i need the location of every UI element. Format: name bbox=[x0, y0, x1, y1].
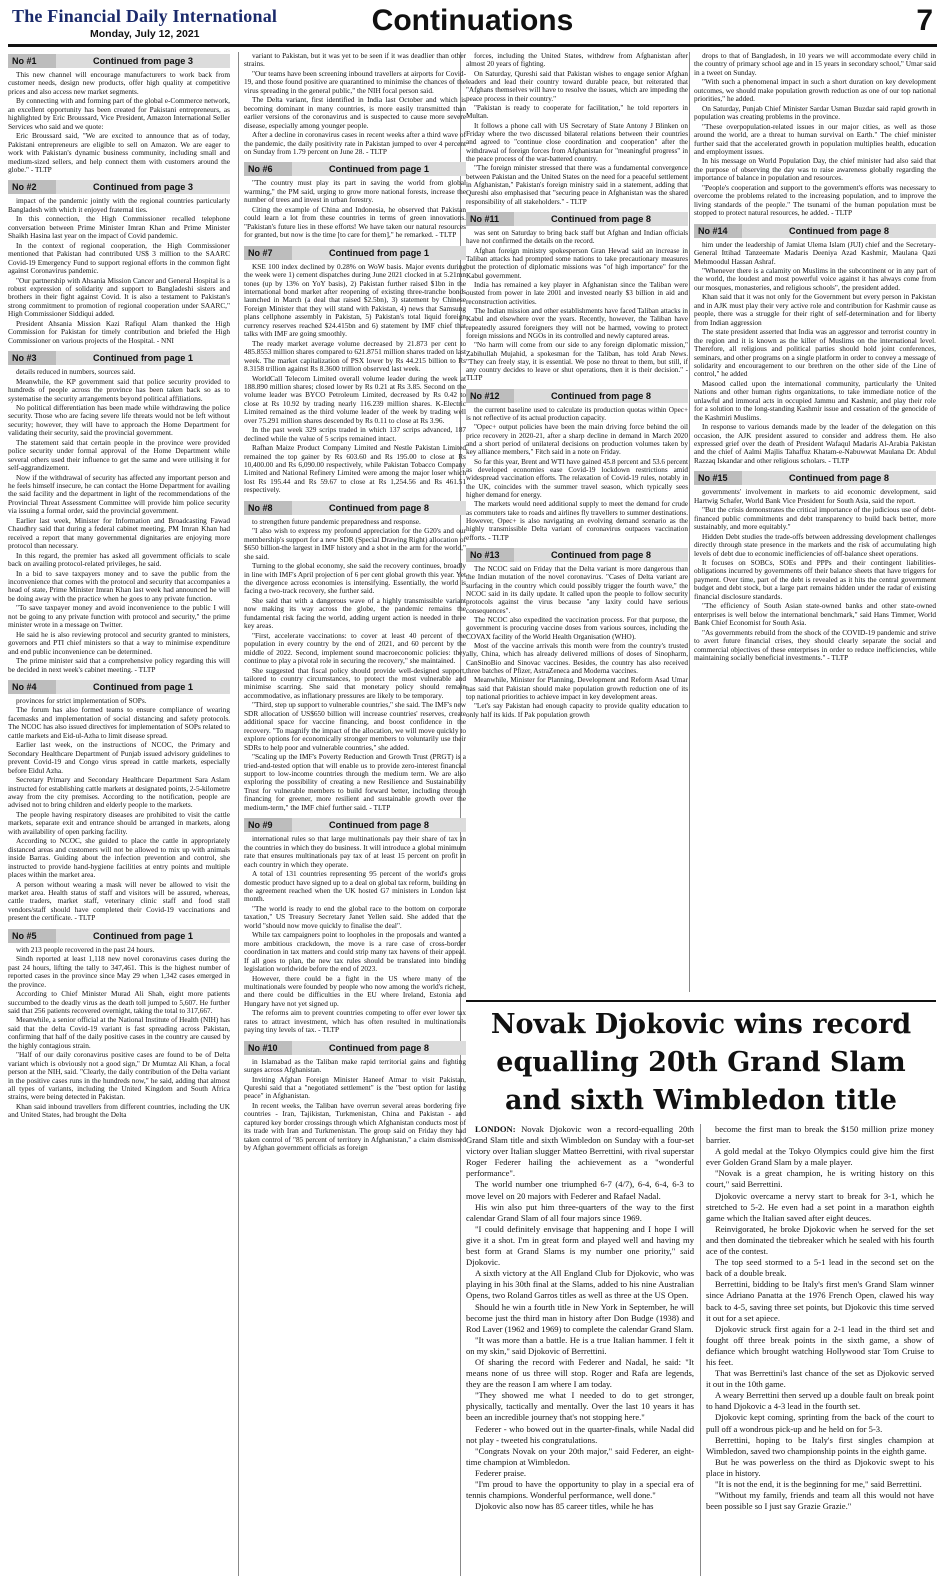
article-paragraph: governments' involvement in markets to aid economic development, said Hartwig Schafer, World Bank Vice President for South Asia, said the report. bbox=[694, 487, 936, 505]
continuation-number: No #4 bbox=[8, 680, 56, 694]
continuation-number: No #1 bbox=[8, 54, 56, 68]
article-paragraph: Meanwhile, a senior official at the National Institute of Health (NIH) has said that the delta Covid-19 variant is fast spreading across Pakistan, confirming that half of the daily positive cases in the country are caused by the highly contagious strain. bbox=[8, 1015, 230, 1050]
article-paragraph: Inviting Afghan Foreign Minister Haneef Atmar to visit Pakistan, Qureshi said that a "negotiated settlement" is the "best option for lasting peace" in Afghanistan. bbox=[244, 1074, 466, 1101]
article-paragraph: The ready market average volume decreased by 21.873 per cent to 485.8553 million shares compared to 621.8751 million shares traded on last week. The market capitalization of PSX lower by Rs 44.215 billion to Rs 8.3158 trillion against Rs 8.3600 trillion observed last week. bbox=[244, 338, 466, 374]
article-paragraph: The Indian mission and other establishments have faced Taliban attacks in Kabul and elsewhere over the years. Recently, however, the Taliban have repeatedly assured foreigners they will not be harmed, vowing to protect foreign missions and NGOs in its controlled and newly captured areas. bbox=[466, 306, 688, 340]
column-divider bbox=[238, 52, 239, 1576]
article-paragraph: details reduced in numbers, sources said. bbox=[16, 367, 136, 377]
continuation-number: No #8 bbox=[244, 501, 292, 515]
continuation-block bbox=[244, 818, 466, 1034]
continuation-header bbox=[694, 471, 936, 485]
article-paragraph: On Saturday, Qureshi said that Pakistan wishes to engage senior Afghan leaders and lead their country toward durable peace, but reiterated that "Afghans themselves will have to resolve the issues, which are impeding the peace process in their country." bbox=[466, 69, 688, 103]
feature-story-column-1 bbox=[466, 1124, 694, 1576]
column-4 bbox=[694, 52, 936, 970]
continuation-block bbox=[694, 224, 936, 466]
story-paragraph: His win also put him three-quarters of the way to the first calendar Grand Slam of all four majors since 1969. bbox=[466, 1201, 694, 1223]
continuation-number: No #6 bbox=[244, 162, 292, 176]
article-paragraph: India has remained a key player in Afghanistan since the Taliban were ousted from power in late 2001 and invested nearly $3 billion in aid and reconstruction activities. bbox=[466, 280, 688, 306]
article-paragraph: "Scaling up the IMF's Poverty Reduction and Growth Trust (PRGT) is a tried-and-tested option that will enable us to provide zero-interest financial support to low-income countries through the medium term. We are also exploring the possibility of creating a new Resilience and Sustainability Trust for vulnerable members to build forward better, including through financing for greener, more resilient and sustainable growth over the medium-term," the IMF chief further said. - TLTP bbox=[244, 752, 466, 812]
continuation-header bbox=[466, 548, 688, 562]
story-paragraph: The world number one triumphed 6-7 (4/7), 6-4, 6-4, 6-3 to move level on 20 majors with Federer and Rafael Nadal. bbox=[466, 1179, 694, 1201]
article-paragraph: "The world is ready to end the global race to the bottom on corporate taxation," US Treasury Secretary Janet Yellen said. She added that the world "should now move quickly to finalise the deal". bbox=[244, 903, 466, 930]
article-paragraph: A total of 131 countries representing 95 percent of the world's gross domestic product have signed up to a deal on global tax reform, building on the agreement reached when the UK hosted G7 ministers in London last month. bbox=[244, 869, 466, 904]
article-paragraph: The forum has also formed teams to ensure compliance of wearing facemasks and implementation of social distancing and safety protocols. The NCOC has also issued directives for implementation of SOPs related to cattle markets and Eid-ul-Azha to limit disease spread. bbox=[8, 705, 230, 740]
article-paragraph: "To save taxpayer money and avoid inconvenience to the public I will not be going to any private function with protocol and security," the prime minister wrote in a message on Twitter. bbox=[8, 603, 230, 630]
continuation-number: No #2 bbox=[8, 180, 56, 194]
article-paragraph: The Delta variant, first identified in India last October and which is becoming dominant in many countries, is more easily transmitted than earlier versions of the coronavirus and is suspected to cause more severe disease, especially among younger people. bbox=[244, 95, 466, 130]
continuation-block bbox=[694, 471, 936, 662]
article-paragraph: In the context of regional cooperation, the High Commissioner mentioned that Pakistan had contributed US$ 3 million to the SAARC Covid-19 Emergency Fund to support regional efforts in the common fight against Coronavirus pandemic. bbox=[8, 240, 230, 276]
continuation-header bbox=[244, 246, 466, 260]
continuation-title: Continued from page 8 bbox=[788, 473, 890, 484]
story-paragraph: Djokovic overcame a nervy start to break for 3-1, which he stretched to 5-2. He even had a set point in a marathon eighth game which the Italian saved after eight deuces. bbox=[706, 1190, 934, 1223]
continuation-block bbox=[466, 548, 688, 719]
article-paragraph: Turning to the global economy, she said the recovery continues, broadly in line with IMF's April projection of 6 per cent global growth this year. Yet the divergence across economies is intensifying. Essentially, the world is facing a two-track recovery, she further said. bbox=[244, 561, 466, 596]
story-paragraph: A sixth victory at the All England Club for Djokovic, who was playing in his 30th final at the Slams, added to his nine Australian Opens, two Roland Garros titles as well as three at the US Open. bbox=[466, 1268, 694, 1301]
story-paragraph: That was Berrettini's last chance of the set as Djokovic served it out in the 10th game. bbox=[706, 1368, 934, 1390]
continuation-block bbox=[244, 246, 466, 495]
continuation-title: Continued from page 8 bbox=[788, 225, 890, 236]
story-paragraph: Berrettini, hoping to be Italy's first singles champion at Wimbledon, saved two championship points in the eighth game. bbox=[706, 1434, 934, 1456]
continuation-block bbox=[694, 52, 936, 218]
article-paragraph: "The foreign minister stressed that there was a fundamental convergence between Pakistan and the United States on the need for a peaceful settlement in Afghanistan," Pakistan's foreign ministry said in a statement, adding that Qureshi also emphasised that "securing peace in Afghanistan was the shared responsibility of all stakeholders." - TLTP bbox=[466, 164, 688, 206]
article-paragraph: "No harm will come from our side to any foreign diplomatic mission," Zabihullah Mujahid, a spokesman for the Taliban, has told Arab News. "They can freely stay, it is essential. We pose no threat to them, but still, if any country decides to leave or shut operations, then it is their decision." - TLTP bbox=[466, 341, 688, 383]
column-3 bbox=[466, 52, 688, 730]
article-paragraph: In the past week 329 scrips traded in which 137 scrips advanced, 187 declined while the value of 5 scrips remained intact. bbox=[244, 425, 466, 443]
continuation-title: Continued from page 1 bbox=[92, 353, 194, 364]
article-paragraph: It focuses on SOBCs, SOEs and PPPs and their contingent liabilities-obligations incurred by governments off their balance sheets that have triggers for payment. Over time, part of the debt is revealed as it hits the central government budget and debt stock, but a large part remains hidden under the radar of existing financial disclosure standards. bbox=[694, 558, 936, 601]
article-paragraph: "Pakistan is ready to cooperate for facilitation," he told reporters in Multan. bbox=[466, 103, 688, 121]
continuation-title: Continued from page 3 bbox=[92, 182, 194, 193]
continuation-block bbox=[244, 162, 466, 239]
continuation-block bbox=[8, 680, 230, 923]
article-paragraph: "With such a phenomenal impact in such a short duration on key development outcomes, we should make population growth reduction as one of our top national priorities," he added. bbox=[694, 77, 936, 104]
column-1 bbox=[8, 52, 230, 1576]
continuation-block bbox=[466, 389, 688, 542]
article-paragraph: Khan said inbound travellers from different countries, including the UK and United States, had brought the Delta bbox=[8, 1101, 230, 1120]
article-paragraph: He said he is also reviewing protocol and security granted to ministers, governors and PTI chief ministers so that a way to minimise expenditure and end public inconvenience can be determined. bbox=[8, 629, 230, 656]
article-paragraph: Secretary Primary and Secondary Healthcare Department Sara Aslam instructed for establishing cattle markets at designated points, 2-5-kilometre away from the city premises. According to the notification, people are advised not to bring children and elderly people to the markets. bbox=[8, 775, 230, 810]
article-paragraph: So far this year, Brent and WTI have gained 45.8 percent and 53.6 percent as developed economies ease Covid-19 lockdown restrictions amid widespread vaccination efforts. The relaxation of Covid-19 rules, notably in the UK, coincides with the summer travel season, which typically sees higher demand for energy. bbox=[466, 457, 688, 500]
article-paragraph: By connecting with and forming part of the global e-Commerce network, an excellent opportunity has been created for Pakistani entrepreneurs, as highlighted by Eric Broussard, Vice President, Amazon International Seller Services who said and we quote: bbox=[8, 96, 230, 131]
article-paragraph: According to NCOC, she guided to place the cattle in appropriately distanced areas and customers will not be allowed to mix up with animals inside Barras. Guiding about the infection prevention and control, she instructed to provide hand-hygiene facilities at entry points and multiple places within the market area. bbox=[8, 836, 230, 880]
story-paragraph: Federer praise. bbox=[475, 1467, 527, 1478]
story-paragraph: A weary Berrettini then served up a double fault on break point to hand Djokovic a 4-3 lead in the fourth set. bbox=[706, 1390, 934, 1412]
continuation-block bbox=[244, 1041, 466, 1153]
article-paragraph: "These overpopulation-related issues in our major cities, as well as those around the world, are a threat to human survival on Earth." The chief minister further said that the accelerated growth in population multiplies health, education and employment issues. bbox=[694, 121, 936, 156]
continuation-title: Continued from page 8 bbox=[328, 820, 430, 831]
continuation-title: Continued from page 8 bbox=[328, 502, 430, 513]
story-lead-text: Novak Djokovic won a record-equalling 20th Grand Slam title and sixth Wimbledon on Sunday with a four-set victory over Italian slugger Matteo Berrettini, with rival superstar Roger Federer hailing the achievement as a "wonderful performance". bbox=[466, 1124, 694, 1179]
article-paragraph: was sent on Saturday to bring back staff but Afghan and Indian officials have not confirmed the details on the record. bbox=[466, 228, 688, 246]
article-paragraph: with 213 people recovered in the past 24 hours. bbox=[16, 944, 155, 954]
article-paragraph: A person without wearing a mask will never be allowed to visit the market area. Health status of staff and visitors will be assured, whereas, cattle traders, market staff, veterinary clinic staff and food stall vendors/staff should have completed their Covid-19 vaccinations and present the certificate. - TLTP bbox=[8, 879, 230, 923]
story-paragraph: "It is not the end, it is the beginning for me," said Berrettini. bbox=[715, 1479, 922, 1489]
story-paragraph: Reinvigorated, he broke Djokovic when he served for the set and then dominated the tiebreaker which he sealed with his fourth ace of the contest. bbox=[706, 1223, 934, 1257]
article-paragraph: In this connection, the High Commissioner recalled telephone conversation between Prime Minister Imran Khan and Prime Minister Shaikh Hasina last year on the impact of Covid pandemic. bbox=[8, 214, 230, 241]
story-paragraph: Djokovic struck first again for a 2-1 lead in the third set and fought off three break points in the sixth game, a show of defiance which brought watching Hollywood star Tom Cruise to his feet. bbox=[706, 1323, 934, 1367]
article-paragraph: "I also wish to express my profound appreciation for the G20's and our membership's support for a new SDR (Special Drawing Right) allocation of $650 billion-the largest in IMF history and a shot in the arm for the world," she said. bbox=[244, 526, 466, 561]
column-2 bbox=[244, 52, 466, 1576]
article-paragraph: The prime minister said that a comprehensive policy regarding this will be decided in next week's cabinet meeting. - TLTP bbox=[8, 656, 230, 674]
continuation-number: No #11 bbox=[466, 212, 514, 226]
story-paragraph bbox=[466, 1124, 694, 1179]
article-paragraph: forces, including the United States, withdrew from Afghanistan after almost 20 years of fighting. bbox=[466, 52, 688, 69]
continuation-header bbox=[244, 818, 466, 832]
publication-name: The Financial Daily International bbox=[12, 6, 278, 26]
column-divider bbox=[689, 52, 690, 992]
continuation-title: Continued from page 8 bbox=[550, 213, 652, 224]
article-paragraph: variant to Pakistan, but it was yet to be seen if it was deadlier than other strains. bbox=[244, 52, 466, 69]
continuation-header bbox=[8, 680, 230, 694]
article-paragraph: In this regard, the premier has asked all government officials to scale back on availing protocol-related privileges, he said. bbox=[8, 550, 230, 569]
story-paragraph: "It was more than a battle. He is a true Italian hammer. I felt it on my skin," said Djokovic of Berrettini. bbox=[466, 1334, 694, 1356]
continuation-number: No #13 bbox=[466, 548, 514, 562]
continuation-block bbox=[466, 212, 688, 383]
story-paragraph: Djokovic also now has 85 career titles, while he has bbox=[475, 1501, 654, 1512]
article-paragraph: She said that with a dangerous wave of a highly transmissible variant now making its way across the globe, the pandemic remains the fundamental risk facing the world, adding urgent action is needed in three key areas. bbox=[244, 595, 466, 631]
article-paragraph: Most of the vaccine arrivals this month were from the country's trusted ally, China, which has already delivered millions of doses of Sinopharm, CanSinoBio and Sinovac vaccines. Besides, the country has also received three batches of Pfizer, AstraZeneca and Moderna vaccines. bbox=[466, 642, 688, 675]
article-paragraph: "But the crisis demonstrates the critical importance of the judicious use of debt-financed public commitments and debt transparency to build back better, more sustainably, and more equitably." bbox=[694, 505, 936, 532]
article-paragraph: "Third, step up support to vulnerable countries," she said. The IMF's new SDR allocation of US$650 billion will increase countries' reserves, create additional space for vaccine financing, and boost confidence in the recovery. "To magnify the impact of the allocation, we will move quickly to explore options for economically stronger members to voluntarily use their SDRs to help poor and vulnerable countries," she added. bbox=[244, 700, 466, 752]
page-number: 7 bbox=[916, 4, 933, 37]
article-paragraph: The reforms aim to prevent countries competing to offer ever lower tax rates to attract investment, which has often resulted in multinationals paying tiny levels of tax. - TLTP bbox=[244, 1008, 466, 1035]
article-paragraph: The state president asserted that India was an aggressor and terrorist country in the region and it is known as the killer of Muslims on the international level. Therefore, all religious and political parties should hold joint conferences, seminars, and other programs on a single platform in order to convey a message of solidarity and encouragement to our brethren on the other side of the Line of control," he added bbox=[694, 327, 936, 379]
article-paragraph: "The efficiency of South Asian state-owned banks and other state-owned enterprises is well below the international benchmark," said Hans Timmer, World Bank Chief Economist for South Asia. bbox=[694, 601, 936, 628]
article-paragraph: to strengthen future pandemic preparedness and response. bbox=[252, 516, 421, 526]
article-paragraph: international rules so that large multinationals pay their share of tax in the countries in which they do business. It will introduce a global minimum rate that ensures multinationals pay tax of at least 15 percent on profit in each country in which they operate. bbox=[244, 834, 466, 869]
continuation-header bbox=[466, 212, 688, 226]
article-paragraph: Sindh reported at least 1,118 new novel coronavirus cases during the past 24 hours, lifting the tally to 347,461. This is the highest number of reported cases in the province since May 29 when 1,342 cases emerged in the province. bbox=[8, 954, 230, 989]
story-paragraph: Federer - who bowed out in the quarter-finals, while Nadal did not play - tweeted his congratulations. bbox=[466, 1423, 694, 1445]
section-title: Continuations bbox=[371, 4, 574, 37]
story-paragraph: But he was powerless on the third as Djokovic swept to his place in history. bbox=[706, 1456, 934, 1478]
article-paragraph: Meanwhile, the KP government said that police security provided to hundreds of people across the province has been taken back so as to systematise the security arrangements beyond political affiliations. bbox=[8, 376, 230, 403]
continuation-title: Continued from page 3 bbox=[92, 56, 194, 66]
story-paragraph: "I'm proud to have the opportunity to play in a special era of tennis champions. Wonderful performance, well done." bbox=[466, 1479, 694, 1501]
article-paragraph: drops to that of Bangladesh, in 10 years we will accommodate every child in the country of primary school age and in 15 years in secondary school," Umar said in a tweet on Sunday. bbox=[694, 52, 936, 77]
article-paragraph: In recent weeks, the Taliban have overrun several areas bordering five countries - Iran, Tajikistan, Turkmenistan, China and Pakistan - and captured key border crossings through which Afghanistan conducts most of its trade with Iran and Turkmenistan. The group said on Friday they had taken control of "85 percent of territory in Afghanistan," a claim dismissed by Afghan government officials as foreign bbox=[244, 1100, 466, 1153]
continuation-title: Continued from page 1 bbox=[328, 247, 430, 258]
masthead bbox=[8, 4, 937, 47]
article-paragraph: No political differentiation has been made while withdrawing the police security. Those who are facing severe life threats would not be left without security; however, they will have to approach the Home Department for validating their security, said the provincial government. bbox=[8, 402, 230, 438]
article-paragraph: President Ahsania Mission Kazi Rafiqul Alam thanked the High Commission for Pakistan for timely contribution and briefed the High Commissioner on various projects of the Hospital. - NNI bbox=[8, 318, 230, 345]
story-paragraph: Of sharing the record with Federer and Nadal, he said: "It means none of us three will stop. Roger and Rafa are legends, they are the reason I am where I am today. bbox=[466, 1356, 694, 1390]
continuation-block bbox=[8, 180, 230, 345]
article-paragraph: Khan said that it was not only for the Government but every person in Pakistan and in AJK must play their very active role and contribution for Kashmir cause as people, there was a struggle for their right of self-determination and for liberty from Indian aggression bbox=[694, 292, 936, 327]
article-paragraph: "Let's say Pakistan had enough capacity to provide quality education to only half its kids. If Pak population growth bbox=[466, 702, 688, 719]
story-paragraph: Berrettini, bidding to be Italy's first men's Grand Slam winner since Adriano Panatta at the 1976 French Open, clawed his way back to 4-5, saving three set points, but Djokovic this time served it out for a set apiece. bbox=[706, 1279, 934, 1323]
article-paragraph: provinces for strict implementation of SOPs. bbox=[16, 696, 147, 705]
story-paragraph: "Without my family, friends and team all this would not have been possible so I just say Grazie Grazie." bbox=[706, 1490, 934, 1512]
continuation-title: Continued from page 1 bbox=[92, 682, 194, 692]
continuation-number: No #7 bbox=[244, 246, 292, 260]
article-paragraph: Earlier last week, on the instructions of NCOC, the Primary and Secondary Healthcare Department of Punjab issued advisory guidelines to prevent Covid-19 and Congo virus spread in cattle markets, especially before Eidul Azha. bbox=[8, 740, 230, 775]
article-paragraph: impact of the pandemic jointly with the regional countries particularly Bangladesh with which it enjoyed fraternal ties. bbox=[8, 196, 230, 214]
article-paragraph: On Saturday, Punjab Chief Minister Sardar Usman Buzdar said rapid growth in population was creating problems in the province. bbox=[694, 103, 936, 122]
continuation-header bbox=[466, 389, 688, 403]
continuation-block bbox=[8, 929, 230, 1120]
article-paragraph: The markets would need additional supply to meet the demand for crude as commuters take to roads and airlines fly travellers to summer destinations. However, Opec+ is also navigating an evolving demand scenario as the highly transmissible Delta variant of coronavirus outpaces vaccination efforts. - TLTP bbox=[466, 500, 688, 542]
article-paragraph: Eric Broussard said, "We are excited to announce that as of today, Pakistani entrepreneurs are eligible to sell on Amazon. We are eager to work with Pakistan's dynamic business community, including small and medium-sized sellers, and help connect them with customers around the globe." - TLTP bbox=[8, 131, 230, 174]
feature-headline: Novak Djokovic wins record equalling 20th Grand Slam and sixth Wimbledon title bbox=[466, 1000, 936, 1122]
continuation-title: Continued from page 1 bbox=[328, 164, 430, 175]
continuation-header bbox=[694, 224, 936, 238]
article-paragraph: "Half of our daily coronavirus positive cases are found to be of Delta variant which is obviously not a good sign," Dr Mumtaz Ali Khan, a focal person at the NIH, said. "Clearly, the daily contribution of the Delta variant in the positive cases runs in the hundreds now," he said, adding that almost all types of variants, including the United Kingdom and South Africa strains, were being detected in Pakistan. bbox=[8, 1050, 230, 1102]
continuation-number: No #12 bbox=[466, 389, 514, 403]
feature-story-column-2 bbox=[706, 1124, 934, 1576]
story-paragraph: "They showed me what I needed to do to get stronger, physically, tactically and mentally. Over the last 10 years it has been an incredible journey that's not stopping here." bbox=[466, 1390, 694, 1423]
story-paragraph: The top seed stormed to a 5-1 lead in the second set on the back of a double break. bbox=[706, 1257, 934, 1279]
story-paragraph: "Congrats Novak on your 20th major," said Federer, an eight-time champion at Wimbledon. bbox=[466, 1445, 694, 1467]
article-paragraph: In response to various demands made by the leader of the delegation on this occasion, the AJK president assured to consider and address them. He also expressed grief over the death of President Wafaqul Madaris Al-Arabia Pakistan and the chief of Aalmi Majlis Tahaffuz Khatam-e-Nabuwwat Maulana Dr. Abdul Razzaq Iskandar and other religious scholars. - TLTP bbox=[694, 422, 936, 465]
article-paragraph: Citing the example of China and Indonesia, he observed that Pakistan could learn a lot from these countries in terms of green innovations. "Pakistan's future lies in these efforts! We have taken our natural resources for granted, but now is the time [to care for them]," he remarked. - TLTP bbox=[244, 204, 466, 240]
story-paragraph: "I could definitely envisage that happening and I hope I will give it a shot. I'm in great form and played well and having my best form at Grand Slams is my number one priority," said Djokovic. bbox=[466, 1223, 694, 1268]
story-paragraph: "Novak is a great champion, he is writing history on this court," said Berrettini. bbox=[706, 1168, 934, 1190]
article-paragraph: In his message on World Population Day, the chief minister had also said that the purpose of observing the day was to raise awareness globally regarding the importance of balance in population and resources. bbox=[694, 156, 936, 183]
article-paragraph: The NCOC also expedited the vaccination process. For that purpose, the government is procuring vaccine doses from various sources, including the COVAX facility of the World Health Organisation (WHO). bbox=[466, 616, 688, 641]
article-paragraph: Rafhan Maize Product Company Limited and Nestle Pakistan Limited remained the top gainer by Rs 603.60 and Rs 195.00 to close at Rs 10,400.00 and Rs 6,090.00 respectively, while Pakistan Tobacco Company Limited and National Refinery Limited were among the major loser which lost Rs 195.44 and Rs 59.67 to close at Rs 1,254.56 and Rs 461.51 respectively. bbox=[244, 443, 466, 495]
article-paragraph: "Our partnership with Ahsania Mission Cancer and General Hospital is a robust expression of solidarity and support to Bangladeshi sisters and brothers in their fight against Covid. It is also a testament to Pakistan's strong commitment to promotion of regional cooperation under SAARC," High Commissioner Siddiqui added. bbox=[8, 275, 230, 319]
continuation-block bbox=[8, 54, 230, 174]
article-paragraph: After a decline in coronavirus cases in recent weeks after a third wave of the pandemic, the daily positivity rate in Pakistan jumped to over 4 percent on Sunday from 1.79 percent on June 28. - TLTP bbox=[244, 130, 466, 156]
continuation-number: No #14 bbox=[694, 224, 742, 238]
continuation-header bbox=[8, 351, 230, 365]
article-paragraph: "Opec+ output policies have been the main driving force behind the oil price recovery in 2020-21, after a sharp decline in demand in March 2020 and a short period of unilateral decisions on production volumes taken by key alliance members," Fitch said in a note on Friday. bbox=[466, 423, 688, 457]
article-paragraph: However, there could be a fight in the US where many of the multinationals were founded by people who now among the world's richest, and there could be difficulties in the EU where Ireland, Estonia and Hungary have not yet signed up. bbox=[244, 973, 466, 1008]
story-paragraph: A gold medal at the Tokyo Olympics could give him the first ever Golden Grand Slam by a male player. bbox=[706, 1146, 934, 1168]
continuation-number: No #10 bbox=[244, 1041, 292, 1055]
article-paragraph: It follows a phone call with US Secretary of State Antony J Blinken on Friday where the two discussed bilateral relations between their countries and agreed to "continue close coordination and cooperation" after the withdrawal of foreign forces from Afghanistan for "meaningful progress" in the peace process of the war-battered country. bbox=[466, 121, 688, 163]
article-paragraph: "The country must play its part in saving the world from global warming," the PM said, urging to grow more national forests, increase the number of trees and invest in urban forestry. bbox=[244, 178, 466, 205]
continuation-block bbox=[244, 52, 466, 156]
article-paragraph: Afghan foreign ministry spokesperson Gran Hewad said an increase in Taliban attacks had prompted some nations to take precautionary measures but the protection of diplomatic missions was "of high importance" for the Kabul government. bbox=[466, 246, 688, 280]
continuation-number: No #3 bbox=[8, 351, 56, 365]
continuation-title: Continued from page 8 bbox=[550, 550, 652, 561]
continuation-title: Continued from page 1 bbox=[92, 930, 194, 941]
article-paragraph: in Islamabad as the Taliban make rapid territorial gains and fighting surges across Afghanistan. bbox=[244, 1056, 466, 1075]
article-paragraph: Masood called upon the international community, particularly the United Nations and other human rights organizations, to take immediate notice of the unlawful and immoral acts in occupied Jammu and Kashmir, and play their role for a solution to the long-standing Kashmir issue and cessation of the genocide of the Kashmiri Muslims. bbox=[694, 378, 936, 422]
continuation-header bbox=[244, 1041, 466, 1055]
column-divider bbox=[700, 1124, 701, 1576]
article-paragraph: The people having respiratory diseases are prohibited to visit the cattle markets, separate exit and entrance should be arranged in markets, along with availability of open parking facility. bbox=[8, 809, 230, 836]
article-paragraph: The statement said that certain people in the province were provided police security under formal approval of the Home Department while several others used their influence to get the same and were utilising it for self-aggrandizement. bbox=[8, 437, 230, 473]
article-paragraph: "First, accelerate vaccinations: to cover at least 40 percent of the population in every country by the end of 2021, and 60 percent by the middle of 2022. Second, implement sound macroeconomic policies: they continue to play a pivotal role in securing the recovery," she maintained. bbox=[244, 630, 466, 666]
article-paragraph: Meanwhile, Minister for Planning, Development and Reform Asad Umar has said that Pakistan should make population growth reduction one of its top national priorities to achieve impact in key development areas. bbox=[466, 676, 688, 701]
story-paragraph: Djokovic kept coming, sprinting from the back of the court to pull off a wondrous pick-up and he held on for 5-3. bbox=[706, 1412, 934, 1434]
article-paragraph: In a bid to save taxpayers money and to save the public from the inconvenience that comes with the protocol and security that accompanies a head of state, Prime Minister Imran Khan last week had announced he will be doing away with the practice when he goes to any private function. bbox=[8, 568, 230, 603]
article-paragraph: She suggested that fiscal policy should provide well-designed support, tailored to country circumstances, to protect the most vulnerable and minimise scarring. She said that monetary policy should remain accommodative, as inflationary pressures are likely to be temporary. bbox=[244, 665, 466, 700]
continuation-number: No #5 bbox=[8, 929, 56, 943]
article-paragraph: This new channel will encourage manufacturers to work back from customer needs, design new products, offer high quality at competitive prices and also access new market segments. bbox=[8, 70, 230, 96]
continuation-header bbox=[8, 180, 230, 194]
article-paragraph: "Whenever there is a calamity on Muslims in the subcontinent or in any part of the world, the loudest and most powerful voice against it has always come from our mosques, monasteries, and religious schools", the president added. bbox=[694, 265, 936, 292]
article-paragraph: Now if the withdrawal of security has affected any important person and he feels himself insecure, he can contact the Home Department for availing the said facility and the department in light of the recommendations of the Provincial Threat Assessment Committee will provide him police security via issuing a formal order, said the provincial government. bbox=[8, 472, 230, 516]
article-paragraph: The NCOC said on Friday that the Delta variant is more dangerous than the Indian mutation of the novel coronavirus. "Cases of Delta variant are surfacing in the country which could possibly trigger the fourth wave," the NCOC said in its daily update. It called upon the people to follow security protocols against the virus because "any laxity could have serious consequences". bbox=[466, 565, 688, 615]
continuation-header bbox=[244, 162, 466, 176]
article-paragraph: While tax campaigners point to loopholes in the proposals and wanted a more ambitious crackdown, the move is a rare case of cross-border coordination in tax matters and could strip many tax havens of their appeal. If all goes to plan, the new tax rules should be translated into binding legislation worldwide before the end of 2023. bbox=[244, 930, 466, 974]
continuation-header bbox=[8, 929, 230, 943]
continuation-number: No #15 bbox=[694, 471, 742, 485]
continuation-block bbox=[466, 52, 688, 206]
continuation-header bbox=[244, 501, 466, 515]
article-paragraph: Earlier last week, Minister for Information and Broadcasting Fawad Chaudhry said that during a federal cabinet meeting, PM Imran Khan had received a report that many governmental dignitaries are enjoying more protocol than necessary. bbox=[8, 515, 230, 551]
article-paragraph: KSE 100 index declined by 0.28% on WoW basis. Major events during the week were 1) cement dispatches during June 2021 clocked in at 5.21mn tones (up by 13% on YoY basis), 2) Pakistan further raised $1bn in the international bond market after reopening of existing three-tranche bonds launched in March (a deal that raised $2.5bn), 3) statement by Chinese Foreign Minister that they will stand with Pakistan, 4) news that Samsung plans cellphone assembly in Pakistan, 5) Pakistan's total liquid foreign currency reserves reached $24.415bn and 6) statement by IMF chief that talks with IMF are going smoothly. bbox=[244, 261, 466, 339]
continuation-title: Continued from page 8 bbox=[328, 1042, 430, 1053]
article-paragraph: him under the leadership of Jamiat Ulema Islam (JUI) chief and the Secretary-General Ittihad Tanzeemate Madaris Deeniya Azad Kashmir, Maulana Qazi Mehmoodul Hassan Ashraf. bbox=[694, 239, 936, 266]
article-paragraph: "Our teams have been screening inbound travellers at airports for Covid-19, and those found positive are quarantined to minimise the chances of the virus spreading in the general public," the NIH focal person said. bbox=[244, 68, 466, 95]
continuation-header bbox=[8, 54, 230, 68]
article-paragraph: Hidden Debt studies the trade-offs between addressing development challenges directly through state presence in the markets and the risk of accumulating high levels of debt due to economic inefficiencies of off-balance sheet operations. bbox=[694, 531, 936, 558]
story-paragraph: Should he win a fourth title in New York in September, he will become just the third man in history after Don Budge (1938) and Rod Laver (1962 and 1969) to complete the calendar Grand Slam. bbox=[466, 1301, 694, 1334]
continuation-title: Continued from page 8 bbox=[550, 390, 652, 401]
continuation-block bbox=[244, 501, 466, 812]
article-paragraph: According to Chief Minister Murad Ali Shah, eight more patients succumbed to the deadly virus as the death toll jumped to 5,607. He further said that 256 patients recovered overnight, taking the total to 317,667. bbox=[8, 989, 230, 1015]
article-paragraph: WorldCall Telecom Limited overall volume leader during the week at 188.890 million shares; closed lower by Rs 0.21 at Rs 3.85. Second on the volume leader was BYCO Petroleum Limited, decreased by Rs 0.42 to close at Rs 10.92 by trading nearly 116.239 million shares. K-Electric Limited remained as the third volume leader of the week by trading well over 75.291 million shares descended by Rs 0.11 to close at Rs 3.96. bbox=[244, 373, 466, 425]
article-paragraph: "As governments rebuild from the shock of the COVID-19 pandemic and strive to avert future financial crises, they should clearly separate the social and commercial objectives of these enterprises in order to reduce inefficiencies, while maintaining socially beneficial investments." - TLTP bbox=[694, 627, 936, 662]
article-paragraph: "People's cooperation and support to the government's efforts was necessary to overcome the problems related to the increasing population, and to improve the living standards of the people." The tsunami of the human population must be stopped to protect natural resources, he added. - TLTP bbox=[694, 182, 936, 218]
story-paragraph: become the first man to break the $150 million prize money barrier. bbox=[706, 1124, 934, 1146]
continuation-block bbox=[8, 351, 230, 674]
publication-date: Monday, July 12, 2021 bbox=[90, 28, 200, 40]
dateline: LONDON: bbox=[475, 1124, 516, 1134]
article-paragraph: the current baseline used to calculate its production quotas within Opec+ is not reflective of its actual production capacity. bbox=[466, 405, 688, 423]
continuation-number: No #9 bbox=[244, 818, 292, 832]
